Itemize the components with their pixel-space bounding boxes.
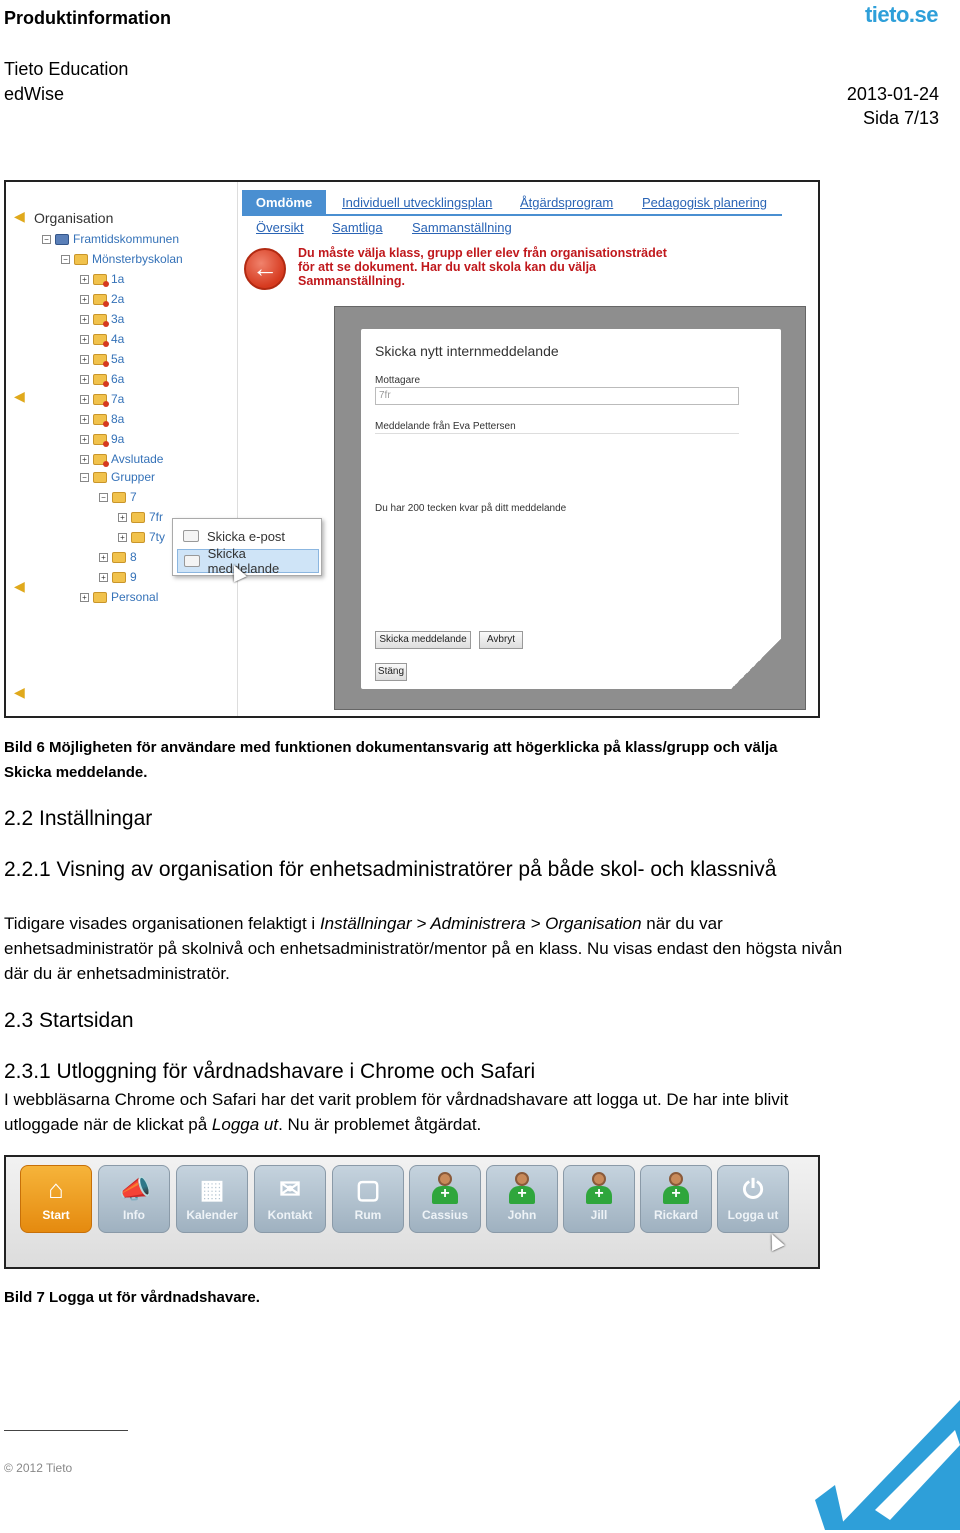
tree-node-label: 9a: [111, 432, 125, 446]
message-textarea[interactable]: [375, 433, 739, 497]
envelope-icon: [183, 530, 199, 542]
tree-node-label: Mönsterbyskolan: [92, 252, 183, 266]
tree-node[interactable]: [80, 392, 124, 406]
heading-2-2-1: 2.2.1 Visning av organisation för enhetsadministratörer på både skol- och klassnivå: [4, 858, 777, 881]
folder-icon: [112, 572, 126, 583]
collapse-arrow-icon[interactable]: ◀: [14, 388, 25, 404]
tree-node[interactable]: [80, 272, 124, 286]
heading-2-3: 2.3 Startsidan: [4, 1009, 134, 1032]
add-person-icon: +: [509, 1172, 535, 1206]
toolbar-button-label: Kontakt: [267, 1208, 313, 1222]
menu-item-skicka-meddelande[interactable]: [177, 546, 319, 576]
tree-node-label: 5a: [111, 352, 125, 366]
logout-text: Logga ut: [211, 1115, 279, 1134]
paragraph-text: Tidigare visades organisationen felaktigt i: [4, 914, 320, 933]
expand-icon[interactable]: +: [80, 593, 89, 602]
tree-node-label: 7a: [111, 392, 125, 406]
tree-node-label: 2a: [111, 292, 125, 306]
toolbar-button-rickard[interactable]: [640, 1165, 712, 1233]
collapse-icon[interactable]: −: [42, 235, 51, 244]
send-message-button[interactable]: Skicka meddelande: [375, 631, 471, 649]
expand-icon[interactable]: +: [80, 295, 89, 304]
folder-icon: [93, 314, 107, 325]
tree-node-label: 7fr: [149, 510, 164, 524]
tree-node[interactable]: [80, 372, 124, 386]
folder-icon: [93, 472, 107, 483]
error-message: Du måste välja klass, grupp eller elev från organisationsträdet för att se dokument. Har du valt skola kan du välja Sammanställning.: [298, 246, 667, 288]
tree-node[interactable]: [99, 550, 137, 564]
page-number: Sida 7/13: [862, 108, 939, 128]
paragraph-text: I webbläsarna Chrome och Safari har det varit problem för vårdnadshavare att logga ut. De har inte blivit utloggade när de klickat på: [4, 1090, 789, 1134]
folder-icon: [93, 434, 107, 445]
expand-icon[interactable]: +: [118, 533, 127, 542]
tree-node-label: Framtidskommunen: [73, 232, 180, 246]
tree-node[interactable]: [80, 470, 155, 484]
folder-icon: [93, 592, 107, 603]
toolbar-button-kontakt[interactable]: [254, 1165, 326, 1233]
mouse-cursor-icon: [765, 1231, 784, 1251]
tree-node-label: 9: [130, 570, 137, 584]
tree-node-label: 4a: [111, 332, 125, 346]
expand-icon[interactable]: +: [80, 375, 89, 384]
toolbar-button-info[interactable]: [98, 1165, 170, 1233]
paragraph-text: . Nu är problemet åtgärdat.: [278, 1115, 482, 1134]
tree-node[interactable]: [80, 412, 124, 426]
tree-node[interactable]: [80, 332, 124, 346]
toolbar-button-john[interactable]: [486, 1165, 558, 1233]
tree-node[interactable]: [118, 510, 163, 524]
tree-node-label: Avslutade: [111, 452, 164, 466]
toolbar-button-label: Info: [123, 1208, 145, 1222]
tree-node-label: Grupper: [111, 470, 156, 484]
folder-icon: [93, 294, 107, 305]
toolbar-button-cassius[interactable]: [409, 1165, 481, 1233]
folder-icon: [112, 492, 126, 503]
power-icon: ⏻: [742, 1174, 764, 1204]
expand-icon[interactable]: +: [80, 395, 89, 404]
folder-icon: [131, 512, 145, 523]
context-menu: [172, 518, 322, 576]
collapse-arrow-icon[interactable]: ◀: [14, 578, 25, 594]
tree-node[interactable]: [99, 570, 137, 584]
tree-node-label: Personal: [111, 590, 159, 604]
add-person-icon: +: [586, 1172, 612, 1206]
tieto-logo: [815, 1400, 960, 1530]
collapse-icon[interactable]: −: [61, 255, 70, 264]
tree-node[interactable]: [80, 590, 158, 604]
document-date: 2013-01-24: [846, 84, 939, 104]
room-icon: ▢: [355, 1174, 381, 1204]
municipality-icon: [55, 234, 69, 245]
folder-icon: [74, 254, 88, 265]
collapse-icon[interactable]: −: [80, 473, 89, 482]
expand-icon[interactable]: +: [80, 355, 89, 364]
tree-node[interactable]: [61, 252, 183, 266]
recipient-label: Mottagare: [375, 375, 421, 386]
expand-icon[interactable]: +: [80, 455, 89, 464]
heading-2-3-1: 2.3.1 Utloggning för vårdnadshavare i Chrome och Safari: [4, 1060, 536, 1083]
expand-icon[interactable]: +: [80, 275, 89, 284]
back-arrow-icon[interactable]: ←: [244, 248, 286, 290]
collapse-icon[interactable]: −: [99, 493, 108, 502]
tree-node-label: 1a: [111, 272, 125, 286]
toolbar-button-label: Jill: [590, 1208, 608, 1222]
document-title: Produktinformation: [4, 8, 171, 28]
collapse-arrow-icon[interactable]: ◀: [14, 684, 25, 700]
expand-icon[interactable]: +: [99, 573, 108, 582]
message-dialog: [361, 329, 781, 689]
toolbar-button-label: Rickard: [653, 1208, 699, 1222]
product-name: edWise: [4, 84, 65, 104]
tree-node[interactable]: [118, 530, 165, 544]
screenshot-figure-2: [4, 1155, 820, 1269]
tree-node[interactable]: [99, 490, 137, 504]
expand-icon[interactable]: +: [99, 553, 108, 562]
toolbar-button-label: Kalender: [186, 1208, 238, 1222]
folder-icon: [93, 354, 107, 365]
tree-node[interactable]: [80, 432, 124, 446]
subtab-oversikt[interactable]: Översikt: [256, 220, 304, 235]
tree-node-label: 8: [130, 550, 137, 564]
subtab-samtliga[interactable]: Samtliga: [332, 220, 383, 235]
message-icon: [184, 555, 200, 567]
toolbar-button-rum[interactable]: [332, 1165, 404, 1233]
toolbar-button-jill[interactable]: [563, 1165, 635, 1233]
tree-node[interactable]: [80, 352, 124, 366]
collapse-arrow-icon[interactable]: ◀: [14, 208, 25, 224]
tab-pedagogisk-planering[interactable]: Pedagogisk planering: [642, 195, 768, 210]
figure-caption-1: Bild 6 Möjligheten för användare med funktionen dokumentansvarig att högerklicka på klass/grupp och välja Skicka meddelande.: [4, 739, 778, 781]
page-curl: [731, 639, 781, 689]
home-icon: ⌂: [48, 1174, 64, 1204]
folder-icon: [112, 552, 126, 563]
toolbar-button-label: Logga ut: [727, 1208, 779, 1222]
paragraph-2-3-1: [4, 1087, 844, 1137]
calendar-icon: ▦: [199, 1174, 225, 1204]
tab-individuell-utvecklingsplan[interactable]: Individuell utvecklingsplan: [342, 195, 493, 210]
toolbar-button-logga-ut[interactable]: [717, 1165, 789, 1233]
menu-item-skicka-epost[interactable]: [177, 524, 319, 548]
paragraph-2-2-1: [4, 911, 844, 986]
dialog-overlay: [334, 306, 806, 710]
expand-icon[interactable]: +: [118, 513, 127, 522]
expand-icon[interactable]: +: [80, 315, 89, 324]
tree-node-label: 3a: [111, 312, 125, 326]
tree-node[interactable]: [80, 292, 124, 306]
toolbar-button-kalender[interactable]: [176, 1165, 248, 1233]
add-person-icon: +: [663, 1172, 689, 1206]
tree-node[interactable]: [80, 452, 163, 466]
chars-left-text: Du har 200 tecken kvar på ditt meddelande: [375, 503, 567, 514]
toolbar-button-label: Cassius: [421, 1208, 469, 1222]
document-tabs: [242, 190, 782, 216]
tab-atgardsprogram[interactable]: Åtgärdsprogram: [520, 195, 614, 210]
folder-icon: [93, 394, 107, 405]
toolbar-button-label: John: [507, 1208, 537, 1222]
folder-icon: [93, 454, 107, 465]
menu-item-label: Skicka meddelande: [207, 546, 280, 576]
paragraph-text: när du var enhetsadministratör på skolnivå och enhetsadministratör/mentor på en klass. Nu visas endast den högsta nivån där du är enhetsadministratör.: [4, 914, 843, 983]
close-button[interactable]: Stäng: [375, 663, 407, 681]
toolbar-button-label: Rum: [354, 1208, 382, 1222]
dialog-title: Skicka nytt internmeddelande: [375, 343, 559, 359]
expand-icon[interactable]: +: [80, 415, 89, 424]
screenshot-figure-1: [4, 180, 820, 718]
contact-icon: ✉: [279, 1174, 301, 1204]
organisation-panel: [6, 182, 238, 716]
tree-node[interactable]: [80, 312, 124, 326]
menu-item-label: Skicka e-post: [207, 528, 286, 544]
organisation-title: Organisation: [34, 210, 114, 226]
tree-node-label: 7ty: [149, 530, 166, 544]
tree-node[interactable]: [42, 232, 179, 246]
cancel-button[interactable]: Avbryt: [479, 631, 523, 649]
tree-node-label: 8a: [111, 412, 125, 426]
tree-node-label: 7: [130, 490, 137, 504]
expand-icon[interactable]: +: [80, 335, 89, 344]
subtab-sammanstallning[interactable]: Sammanställning: [412, 220, 512, 235]
toolbar-button-label: Start: [42, 1208, 70, 1222]
tieto-logo-top: tieto.se: [864, 2, 938, 27]
message-label: Meddelande från Eva Pettersen: [375, 421, 516, 432]
megaphone-icon: 📣: [119, 1174, 152, 1204]
folder-icon: [93, 274, 107, 285]
folder-icon: [93, 374, 107, 385]
menu-path-text: Inställningar > Administrera > Organisation: [319, 914, 642, 933]
toolbar-button-start[interactable]: [20, 1165, 92, 1233]
tab-omdome[interactable]: Omdöme: [242, 190, 326, 216]
copyright: © 2012 Tieto: [4, 1461, 73, 1475]
figure-caption-2: Bild 7 Logga ut för vårdnadshavare.: [4, 1289, 260, 1306]
tree-node-label: 6a: [111, 372, 125, 386]
expand-icon[interactable]: +: [80, 435, 89, 444]
footer-divider: [4, 1430, 128, 1431]
company-name: Tieto Education: [4, 59, 129, 79]
add-person-icon: +: [432, 1172, 458, 1206]
folder-icon: [131, 532, 145, 543]
folder-icon: [93, 334, 107, 345]
heading-2-2: 2.2 Inställningar: [4, 807, 153, 830]
folder-icon: [93, 414, 107, 425]
recipient-input[interactable]: 7fr: [375, 387, 739, 405]
